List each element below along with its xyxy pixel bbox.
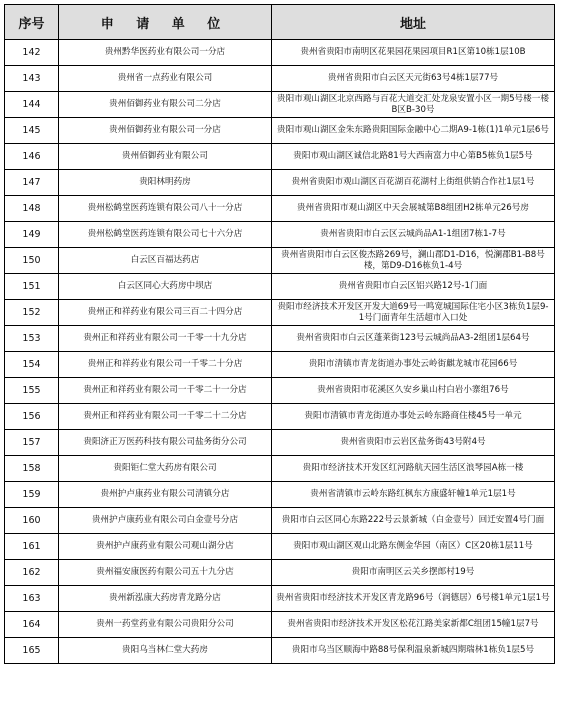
cell-address: 贵阳市观山湖区诚信北路81号大西南富力中心第B5栋负1层5号 [272, 144, 555, 170]
table-row [5, 248, 555, 274]
cell-address: 贵阳市经济技术开发区开发大道69号一鸣宽城国际住宅小区3栋负1层9-1号门面青年生活超市入口处 [272, 300, 555, 326]
cell-address: 贵阳市观山湖区北京西路与百花大道交汇处龙泉安置小区一期5号楼一楼B区B-30号 [272, 92, 555, 118]
cell-seq: 146 [5, 144, 59, 170]
cell-applicant: 贵阳钜仁堂大药房有限公司 [59, 456, 272, 482]
table-row [5, 66, 555, 92]
table-row [5, 560, 555, 586]
cell-applicant: 贵州新泓康大药房青龙路分店 [59, 586, 272, 612]
cell-applicant: 贵州正和祥药业有限公司一千零二十二分店 [59, 404, 272, 430]
cell-address: 贵阳市南明区云关乡摆郎村19号 [272, 560, 555, 586]
cell-applicant: 贵州黔华医药业有限公司一分店 [59, 40, 272, 66]
cell-address: 贵州省清镇市云岭东路红枫东方康盛轩幢1单元1层1号 [272, 482, 555, 508]
cell-applicant: 贵州正和祥药业有限公司一千零二十一分店 [59, 378, 272, 404]
table-row [5, 508, 555, 534]
table-row [5, 92, 555, 118]
cell-applicant: 贵州护卢康药业有限公司白金壹号分店 [59, 508, 272, 534]
application-list-table-container [4, 4, 555, 664]
cell-applicant: 贵州福安康医药有限公司五十九分店 [59, 560, 272, 586]
cell-seq: 151 [5, 274, 59, 300]
cell-applicant: 贵州正和祥药业有限公司三百二十四分店 [59, 300, 272, 326]
cell-seq: 160 [5, 508, 59, 534]
table-row [5, 456, 555, 482]
cell-applicant: 贵州省一点药业有限公司 [59, 66, 272, 92]
table-row [5, 274, 555, 300]
header-applicant: 申 请 单 位 [59, 5, 272, 40]
cell-address: 贵州省贵阳市白云区铝兴路12号-1门面 [272, 274, 555, 300]
cell-seq: 153 [5, 326, 59, 352]
cell-address: 贵州省贵阳市南明区花果园花果园项目R1区第10栋1层10B [272, 40, 555, 66]
cell-address: 贵州省贵阳市观山湖区百花湖百花湖村上街组供销合作社1层1号 [272, 170, 555, 196]
cell-address: 贵阳市乌当区顺海中路88号保利温泉新城四期瑞林1栋负1层5号 [272, 638, 555, 664]
cell-applicant: 贵阳林明药房 [59, 170, 272, 196]
table-body [5, 40, 555, 664]
table-row [5, 482, 555, 508]
cell-seq: 159 [5, 482, 59, 508]
table-row [5, 144, 555, 170]
table-row [5, 326, 555, 352]
cell-seq: 154 [5, 352, 59, 378]
cell-seq: 156 [5, 404, 59, 430]
cell-seq: 150 [5, 248, 59, 274]
table-header-row [5, 5, 555, 40]
table-row [5, 612, 555, 638]
header-address: 地址 [272, 5, 555, 40]
cell-seq: 163 [5, 586, 59, 612]
cell-applicant: 贵州一药堂药业有限公司贵阳分公司 [59, 612, 272, 638]
cell-seq: 145 [5, 118, 59, 144]
cell-address: 贵阳市清镇市青龙街道办事处云岭东路商住楼45号一单元 [272, 404, 555, 430]
cell-seq: 155 [5, 378, 59, 404]
table-row [5, 118, 555, 144]
cell-address: 贵阳市观山湖区观山北路东侧金华园（南区）C区20栋1层11号 [272, 534, 555, 560]
cell-seq: 162 [5, 560, 59, 586]
table-row [5, 638, 555, 664]
cell-seq: 142 [5, 40, 59, 66]
cell-seq: 152 [5, 300, 59, 326]
cell-address: 贵阳市观山湖区金朱东路贵阳国际金融中心二期A9-1栋(1)1单元1层6号 [272, 118, 555, 144]
table-row [5, 170, 555, 196]
cell-address: 贵州省贵阳市观山湖区中天会展城第B8组团H2栋单元26号房 [272, 196, 555, 222]
cell-seq: 147 [5, 170, 59, 196]
cell-seq: 161 [5, 534, 59, 560]
cell-seq: 148 [5, 196, 59, 222]
cell-address: 贵阳市经济技术开发区红河路航天园生活区浪琴园A栋一楼 [272, 456, 555, 482]
cell-address: 贵州省贵阳市白云区俊杰路269号，澜山郡D1-D16，悦澜郡B1-B8号楼，第D9-D16栋负1-4号 [272, 248, 555, 274]
table-row [5, 534, 555, 560]
header-seq: 序号 [5, 5, 59, 40]
table-row [5, 430, 555, 456]
cell-applicant: 贵阳济正万医药科技有限公司盐务街分公司 [59, 430, 272, 456]
cell-seq: 157 [5, 430, 59, 456]
cell-address: 贵州省贵阳市花溪区久安乡巢山村白岩小寨组76号 [272, 378, 555, 404]
table-row [5, 352, 555, 378]
cell-applicant: 贵州正和祥药业有限公司一千零二十分店 [59, 352, 272, 378]
cell-seq: 165 [5, 638, 59, 664]
cell-address: 贵阳市白云区同心东路222号云景新城（白金壹号）回迁安置4号门面 [272, 508, 555, 534]
cell-seq: 144 [5, 92, 59, 118]
cell-seq: 164 [5, 612, 59, 638]
table-row [5, 378, 555, 404]
cell-seq: 143 [5, 66, 59, 92]
table-row [5, 196, 555, 222]
cell-address: 贵阳市清镇市青龙街道办事处云岭街麒龙城市花园66号 [272, 352, 555, 378]
cell-address: 贵州省贵阳市白云区云城尚品A1-1组团7栋1-7号 [272, 222, 555, 248]
cell-seq: 158 [5, 456, 59, 482]
cell-address: 贵州省贵阳市经济技术开发区松花江路美家新都C组团15幢1层7号 [272, 612, 555, 638]
table-row [5, 586, 555, 612]
cell-applicant: 贵州佰御药业有限公司一分店 [59, 118, 272, 144]
cell-applicant: 白云区同心大药房中坝店 [59, 274, 272, 300]
cell-applicant: 贵州松鹤堂医药连锁有限公司七十六分店 [59, 222, 272, 248]
cell-address: 贵州省贵阳市云岩区盐务街43号附4号 [272, 430, 555, 456]
cell-seq: 149 [5, 222, 59, 248]
application-list-table [4, 4, 555, 664]
cell-applicant: 贵州松鹤堂医药连锁有限公司八十一分店 [59, 196, 272, 222]
cell-applicant: 白云区百福达药店 [59, 248, 272, 274]
cell-applicant: 贵州佰御药业有限公司二分店 [59, 92, 272, 118]
cell-applicant: 贵州护卢康药业有限公司观山湖分店 [59, 534, 272, 560]
cell-applicant: 贵阳乌当林仁堂大药房 [59, 638, 272, 664]
cell-applicant: 贵州正和祥药业有限公司一千零一十九分店 [59, 326, 272, 352]
cell-applicant: 贵州护卢康药业有限公司清镇分店 [59, 482, 272, 508]
table-row [5, 222, 555, 248]
table-row [5, 40, 555, 66]
cell-address: 贵州省贵阳市白云区天元街63号4栋1层77号 [272, 66, 555, 92]
cell-address: 贵州省贵阳市经济技术开发区青龙路96号（润德居）6号楼1单元1层1号 [272, 586, 555, 612]
cell-address: 贵州省贵阳市白云区蓬莱街123号云城尚品A3-2组团1层64号 [272, 326, 555, 352]
table-row [5, 404, 555, 430]
cell-applicant: 贵州佰御药业有限公司 [59, 144, 272, 170]
table-row [5, 300, 555, 326]
